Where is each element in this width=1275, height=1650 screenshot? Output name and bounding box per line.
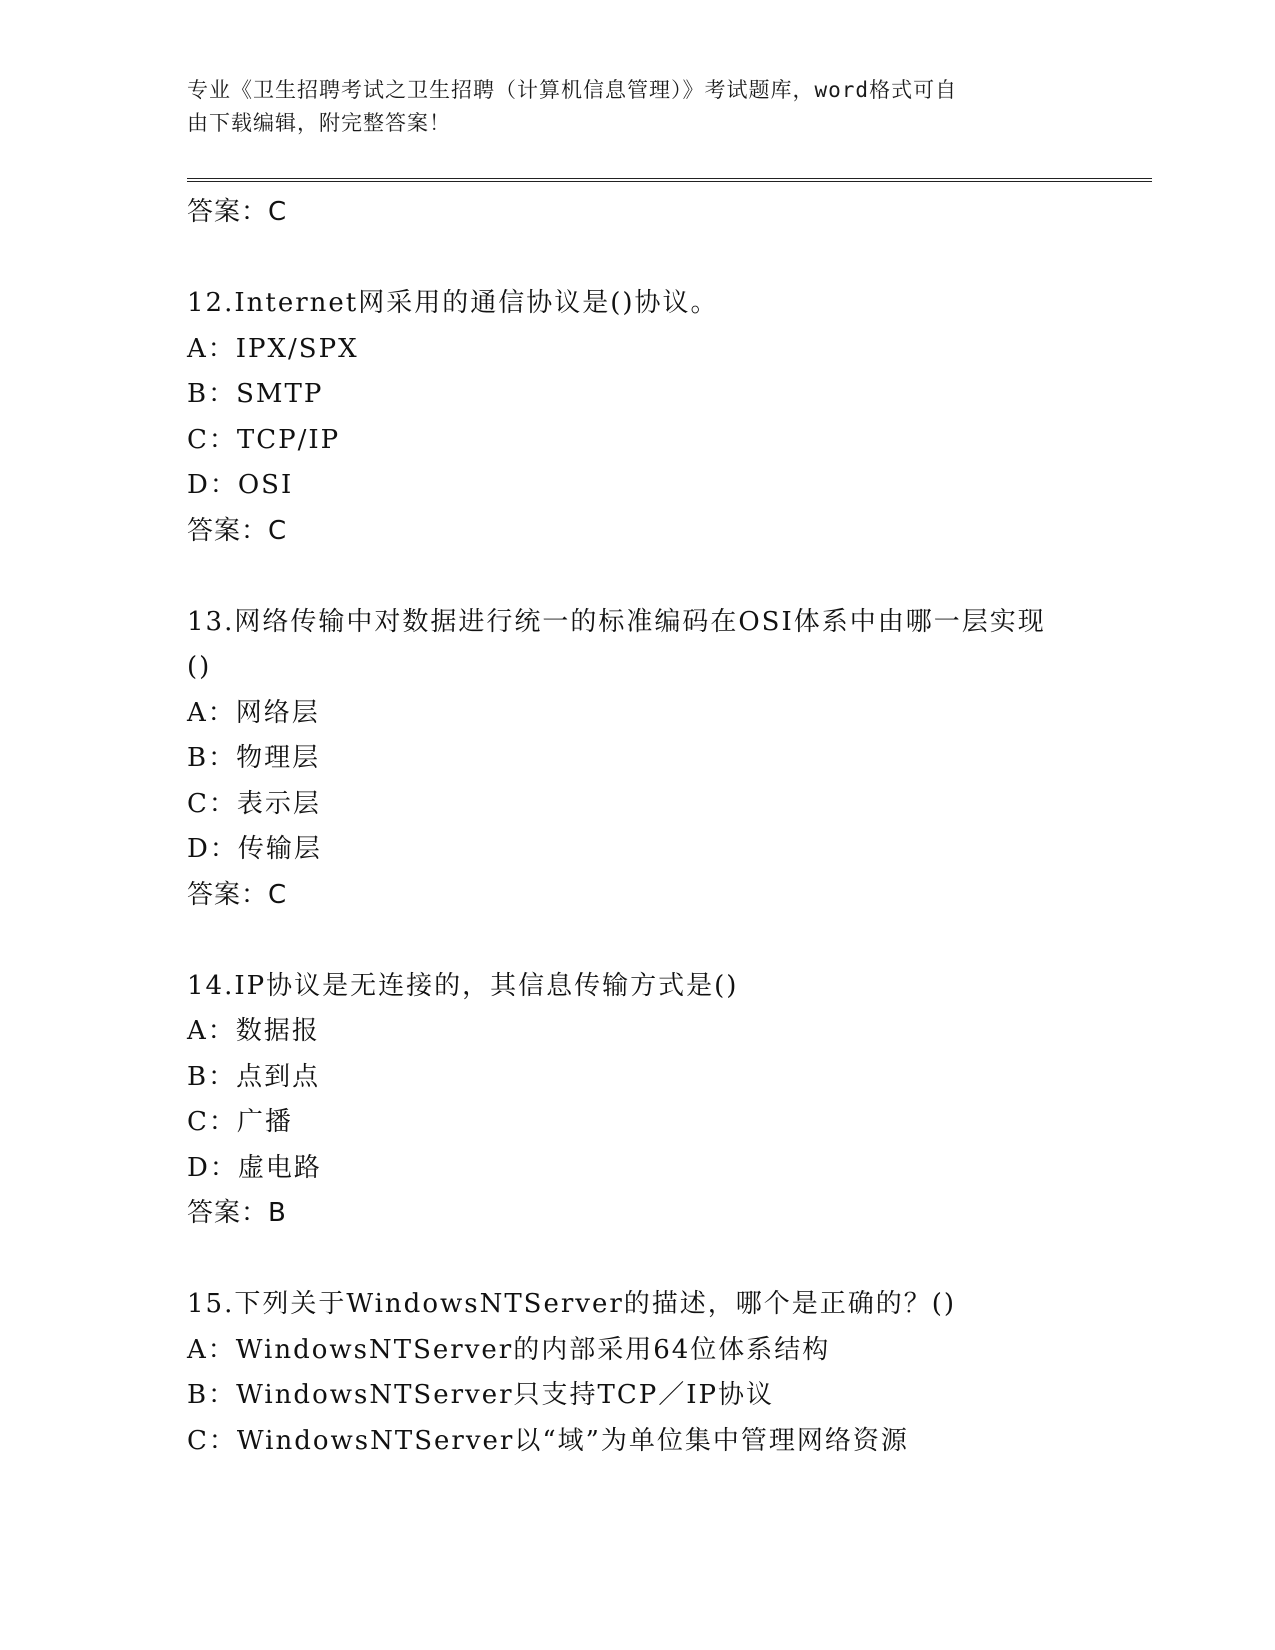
option-b: B：物理层 <box>187 743 321 773</box>
option-b: B：SMTP <box>187 379 324 409</box>
question-stem: 13.网络传输中对数据进行统一的标准编码在OSI体系中由哪一层实现 <box>187 606 1046 637</box>
question-13 <box>187 600 1107 919</box>
spacer <box>187 236 1107 282</box>
header-line-1: 专业《卫生招聘考试之卫生招聘（计算机信息管理）》考试题库，word格式可自 <box>187 78 958 102</box>
option-c: C：TCP/IP <box>187 424 341 455</box>
option-b: B：WindowsNTServer只支持TCP／IP协议 <box>187 1380 775 1410</box>
header-line-2: 由下载编辑，附完整答案！ <box>187 111 451 135</box>
option-a: A：IPX/SPX <box>187 333 359 364</box>
answer-line: 答案：C <box>187 197 288 227</box>
option-c: C：广播 <box>187 1107 293 1137</box>
option-c: C：表示层 <box>187 788 321 819</box>
option-a: A：网络层 <box>187 697 320 728</box>
answer-line: 答案：C <box>187 879 288 910</box>
option-a: A：WindowsNTServer的内部采用64位体系结构 <box>187 1334 831 1365</box>
document-header <box>187 74 1067 140</box>
question-stem: 14.IP协议是无连接的，其信息传输方式是() <box>187 970 739 1001</box>
spacer <box>187 1237 1107 1283</box>
question-14 <box>187 964 1107 1237</box>
option-d: D：OSI <box>187 470 294 500</box>
answer-line: 答案：B <box>187 1198 287 1228</box>
question-15 <box>187 1282 1107 1464</box>
option-b: B：点到点 <box>187 1061 321 1092</box>
option-a: A：数据报 <box>187 1016 320 1046</box>
header-divider <box>187 178 1152 182</box>
option-d: D：虚电路 <box>187 1152 322 1183</box>
spacer <box>187 918 1107 964</box>
question-list <box>187 190 1107 1464</box>
option-d: D：传输层 <box>187 834 322 864</box>
question-stem-continued: () <box>187 652 212 682</box>
option-c: C：WindowsNTServer以“域”为单位集中管理网络资源 <box>187 1425 909 1456</box>
question-12 <box>187 281 1107 554</box>
question-stem: 15.下列关于WindowsNTServer的描述，哪个是正确的？() <box>187 1289 957 1319</box>
question-stem: 12.Internet网采用的通信协议是()协议。 <box>187 288 719 318</box>
answer-line: 答案：C <box>187 515 288 546</box>
spacer <box>187 554 1107 600</box>
